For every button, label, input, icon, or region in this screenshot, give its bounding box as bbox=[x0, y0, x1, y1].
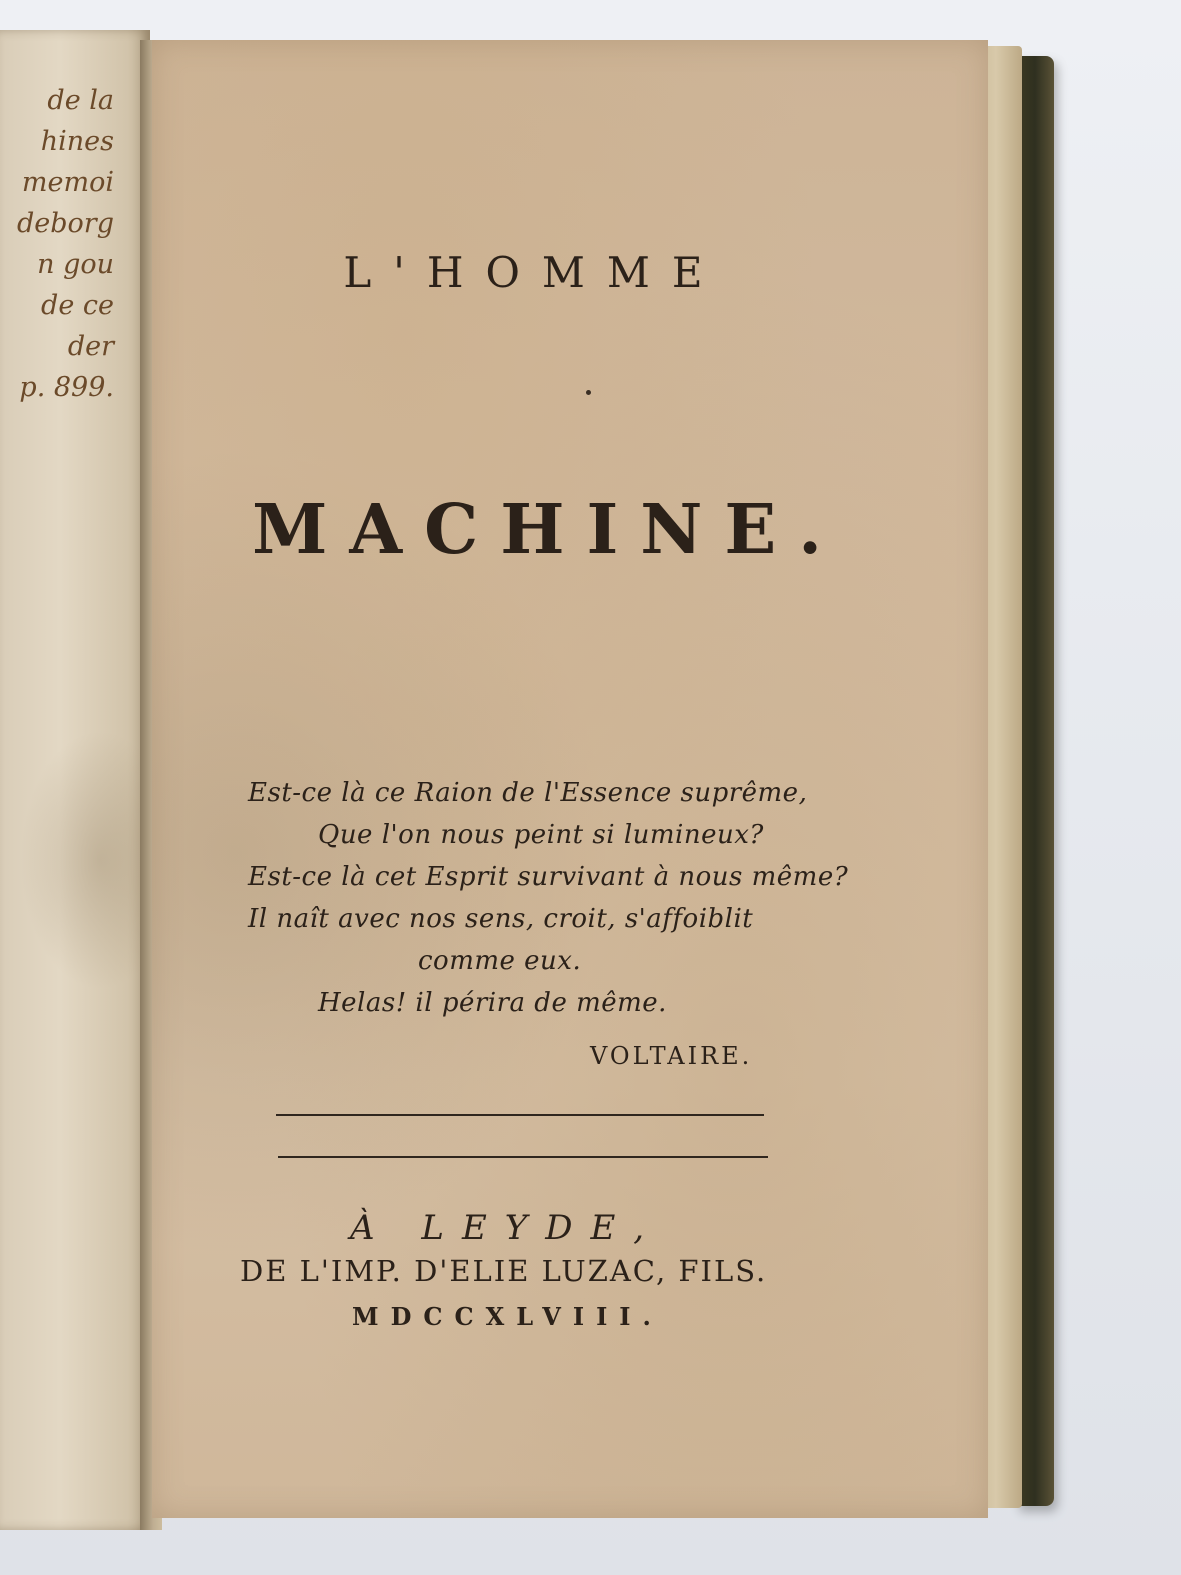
epigraph-line: Il naît avec nos sens, croit, s'affoiblit bbox=[248, 904, 754, 934]
handwriting-line: hines bbox=[40, 126, 114, 157]
epigraph-line: Que l'on nous peint si lumineux? bbox=[318, 820, 764, 850]
epigraph-author: VOLTAIRE. bbox=[590, 1042, 753, 1070]
imprint-year: MDCCXLVIII. bbox=[352, 1302, 663, 1331]
title-page bbox=[152, 40, 988, 1518]
epigraph-line: Helas! il périra de même. bbox=[318, 988, 667, 1018]
epigraph-line: Est-ce là cet Esprit survivant à nous même? bbox=[248, 862, 849, 892]
handwriting-line: p. 899. bbox=[19, 372, 114, 403]
handwriting-line: n gou bbox=[37, 249, 114, 280]
imprint-place: À LEYDE, bbox=[350, 1208, 663, 1248]
title-line-2: MACHINE. bbox=[252, 490, 844, 570]
epigraph-line: comme eux. bbox=[418, 946, 582, 976]
epigraph-line: Est-ce là ce Raion de l'Essence suprême, bbox=[248, 778, 808, 808]
divider-rule bbox=[278, 1156, 768, 1158]
title-line-1: L'HOMME bbox=[343, 248, 725, 297]
handwriting-line: memoi bbox=[21, 167, 114, 198]
imprint-printer: DE L'IMP. D'ELIE LUZAC, FILS. bbox=[240, 1254, 768, 1288]
margin-handwriting bbox=[0, 80, 150, 408]
ornament-dot bbox=[586, 390, 591, 395]
divider-rule bbox=[276, 1114, 764, 1116]
handwriting-line: de la bbox=[47, 85, 114, 116]
left-page bbox=[0, 30, 150, 1530]
handwriting-line: de ce bbox=[41, 290, 114, 321]
handwriting-line: der bbox=[67, 331, 114, 362]
handwriting-line: deborg bbox=[17, 208, 114, 239]
